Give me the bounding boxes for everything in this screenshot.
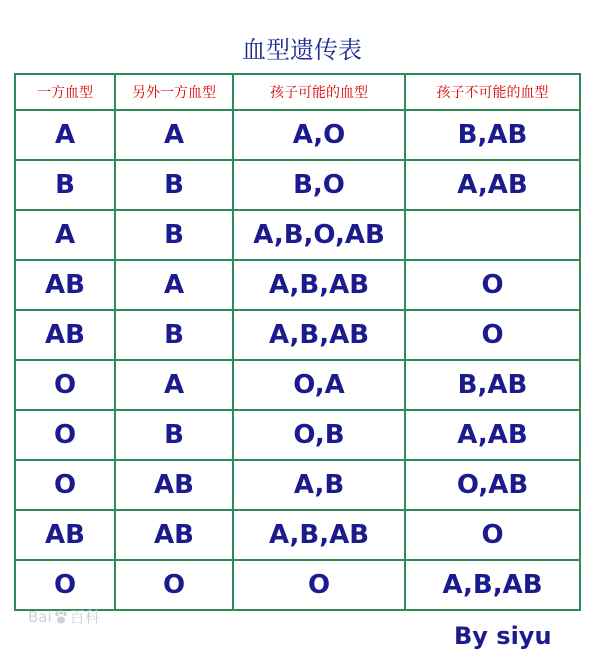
cell-child-possible: O,A	[233, 360, 405, 410]
cell-child-possible: O,B	[233, 410, 405, 460]
cell-parent-two: A	[115, 260, 233, 310]
table-row	[15, 460, 580, 510]
cell-child-possible: A,B,AB	[233, 310, 405, 360]
cell-parent-one: O	[15, 360, 115, 410]
blood-type-table	[14, 73, 581, 611]
watermark-right-text: 百科	[69, 608, 100, 626]
table-row	[15, 560, 580, 610]
cell-child-impossible: A,AB	[405, 160, 580, 210]
table-row	[15, 510, 580, 560]
cell-child-possible: O	[233, 560, 405, 610]
table-header-row	[15, 74, 580, 110]
table-row	[15, 110, 580, 160]
cell-parent-one: AB	[15, 260, 115, 310]
table-row	[15, 410, 580, 460]
cell-parent-one: AB	[15, 310, 115, 360]
table-row	[15, 210, 580, 260]
cell-parent-one: O	[15, 560, 115, 610]
paw-icon	[53, 609, 69, 625]
cell-parent-one: A	[15, 210, 115, 260]
cell-parent-two: A	[115, 110, 233, 160]
cell-parent-one: A	[15, 110, 115, 160]
cell-child-impossible: O	[405, 260, 580, 310]
cell-parent-one: B	[15, 160, 115, 210]
header-child-possible: 孩子可能的血型	[233, 74, 405, 110]
cell-parent-two: B	[115, 160, 233, 210]
cell-child-possible: A,B,AB	[233, 510, 405, 560]
page-title: 血型遗传表	[242, 36, 362, 64]
cell-child-impossible	[405, 210, 580, 260]
author-signature: By siyu	[454, 622, 552, 650]
cell-parent-two: AB	[115, 510, 233, 560]
cell-child-impossible: O	[405, 310, 580, 360]
cell-parent-two: A	[115, 360, 233, 410]
cell-parent-one: AB	[15, 510, 115, 560]
cell-parent-two: O	[115, 560, 233, 610]
cell-child-possible: A,B	[233, 460, 405, 510]
header-child-impossible: 孩子不可能的血型	[405, 74, 580, 110]
cell-child-impossible: O	[405, 510, 580, 560]
watermark-left-text: Bai	[28, 608, 52, 626]
cell-child-possible: B,O	[233, 160, 405, 210]
cell-parent-two: B	[115, 210, 233, 260]
cell-child-possible: A,B,AB	[233, 260, 405, 310]
header-parent-one: 一方血型	[15, 74, 115, 110]
cell-child-possible: A,O	[233, 110, 405, 160]
table-row	[15, 360, 580, 410]
table-row	[15, 260, 580, 310]
table-row	[15, 310, 580, 360]
baidu-watermark	[28, 606, 100, 627]
cell-parent-two: B	[115, 310, 233, 360]
cell-parent-one: O	[15, 410, 115, 460]
header-parent-two: 另外一方血型	[115, 74, 233, 110]
cell-child-impossible: A,AB	[405, 410, 580, 460]
cell-child-impossible: O,AB	[405, 460, 580, 510]
table-row	[15, 160, 580, 210]
cell-parent-one: O	[15, 460, 115, 510]
cell-child-impossible: A,B,AB	[405, 560, 580, 610]
cell-child-impossible: B,AB	[405, 110, 580, 160]
cell-parent-two: B	[115, 410, 233, 460]
cell-parent-two: AB	[115, 460, 233, 510]
cell-child-impossible: B,AB	[405, 360, 580, 410]
cell-child-possible: A,B,O,AB	[233, 210, 405, 260]
